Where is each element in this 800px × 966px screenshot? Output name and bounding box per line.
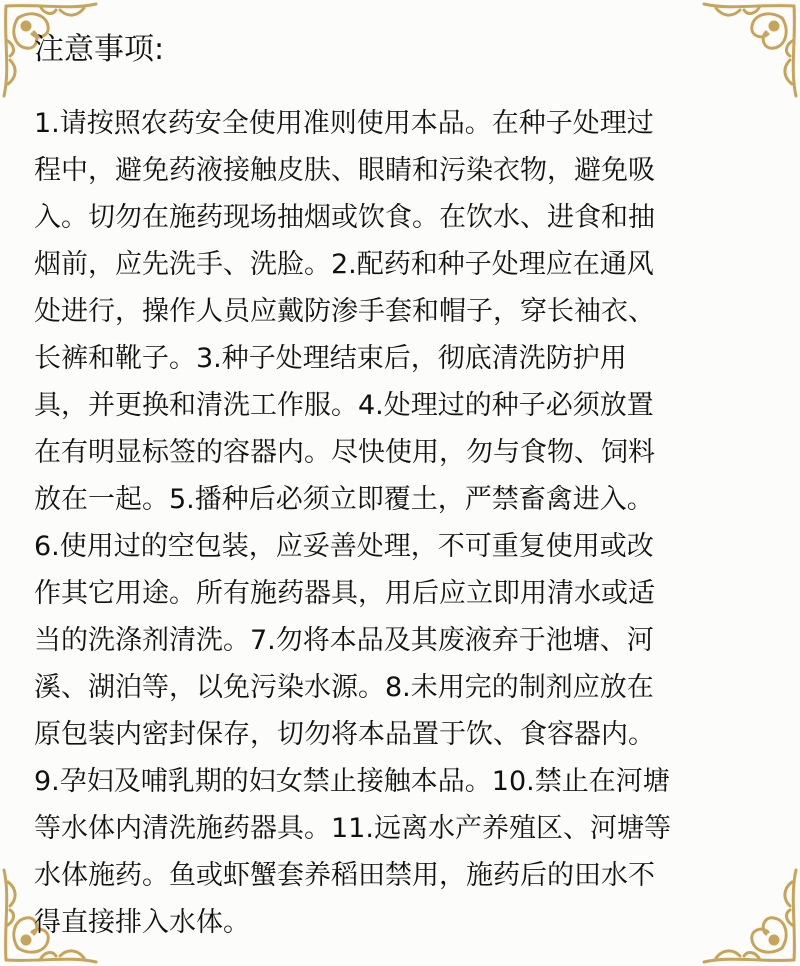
text-line: 原包装内密封保存，切勿将本品置于饮、食容器内。 bbox=[34, 719, 655, 750]
ornament-icon bbox=[690, 0, 800, 110]
text-line: 溪、湖泊等，以免污染水源。8.未用完的制剂应放在 bbox=[34, 672, 654, 703]
corner-ornament-top-right bbox=[690, 0, 800, 110]
page-title: 注意事项: bbox=[34, 32, 165, 67]
text-line: 程中，避免药液接触皮肤、眼睛和污染衣物，避免吸 bbox=[34, 155, 655, 186]
text-line: 在有明显标签的容器内。尽快使用，勿与食物、饲料 bbox=[34, 437, 655, 468]
text-line: 处进行，操作人员应戴防渗手套和帽子，穿长袖衣、 bbox=[34, 296, 655, 327]
text-line: 放在一起。5.播种后必须立即覆土，严禁畜禽进入。 bbox=[34, 484, 654, 515]
text-line: 作其它用途。所有施药器具，用后应立即用清水或适 bbox=[34, 578, 655, 609]
notice-body bbox=[34, 100, 774, 946]
text-line: 入。切勿在施药现场抽烟或饮食。在饮水、进食和抽 bbox=[34, 202, 655, 233]
text-line: 烟前，应先洗手、洗脸。2.配药和种子处理应在通风 bbox=[34, 249, 654, 280]
text-line: 6.使用过的空包装，应妥善处理，不可重复使用或改 bbox=[34, 531, 654, 562]
text-line: 长裤和靴子。3.种子处理结束后，彻底清洗防护用 bbox=[34, 343, 627, 374]
text-line: 当的洗涤剂清洗。7.勿将本品及其废液弃于池塘、河 bbox=[34, 625, 654, 656]
text-line: 1.请按照农药安全使用准则使用本品。在种子处理过 bbox=[34, 108, 654, 139]
text-line: 具，并更换和清洗工作服。4.处理过的种子必须放置 bbox=[34, 390, 654, 421]
text-line: 等水体内清洗施药器具。11.远离水产养殖区、河塘等 bbox=[34, 813, 671, 844]
text-line: 得直接排入水体。 bbox=[34, 907, 250, 938]
text-line: 9.孕妇及哺乳期的妇女禁止接触本品。10.禁止在河塘 bbox=[34, 766, 670, 797]
text-line: 水体施药。鱼或虾蟹套养稻田禁用，施药后的田水不 bbox=[34, 860, 655, 891]
